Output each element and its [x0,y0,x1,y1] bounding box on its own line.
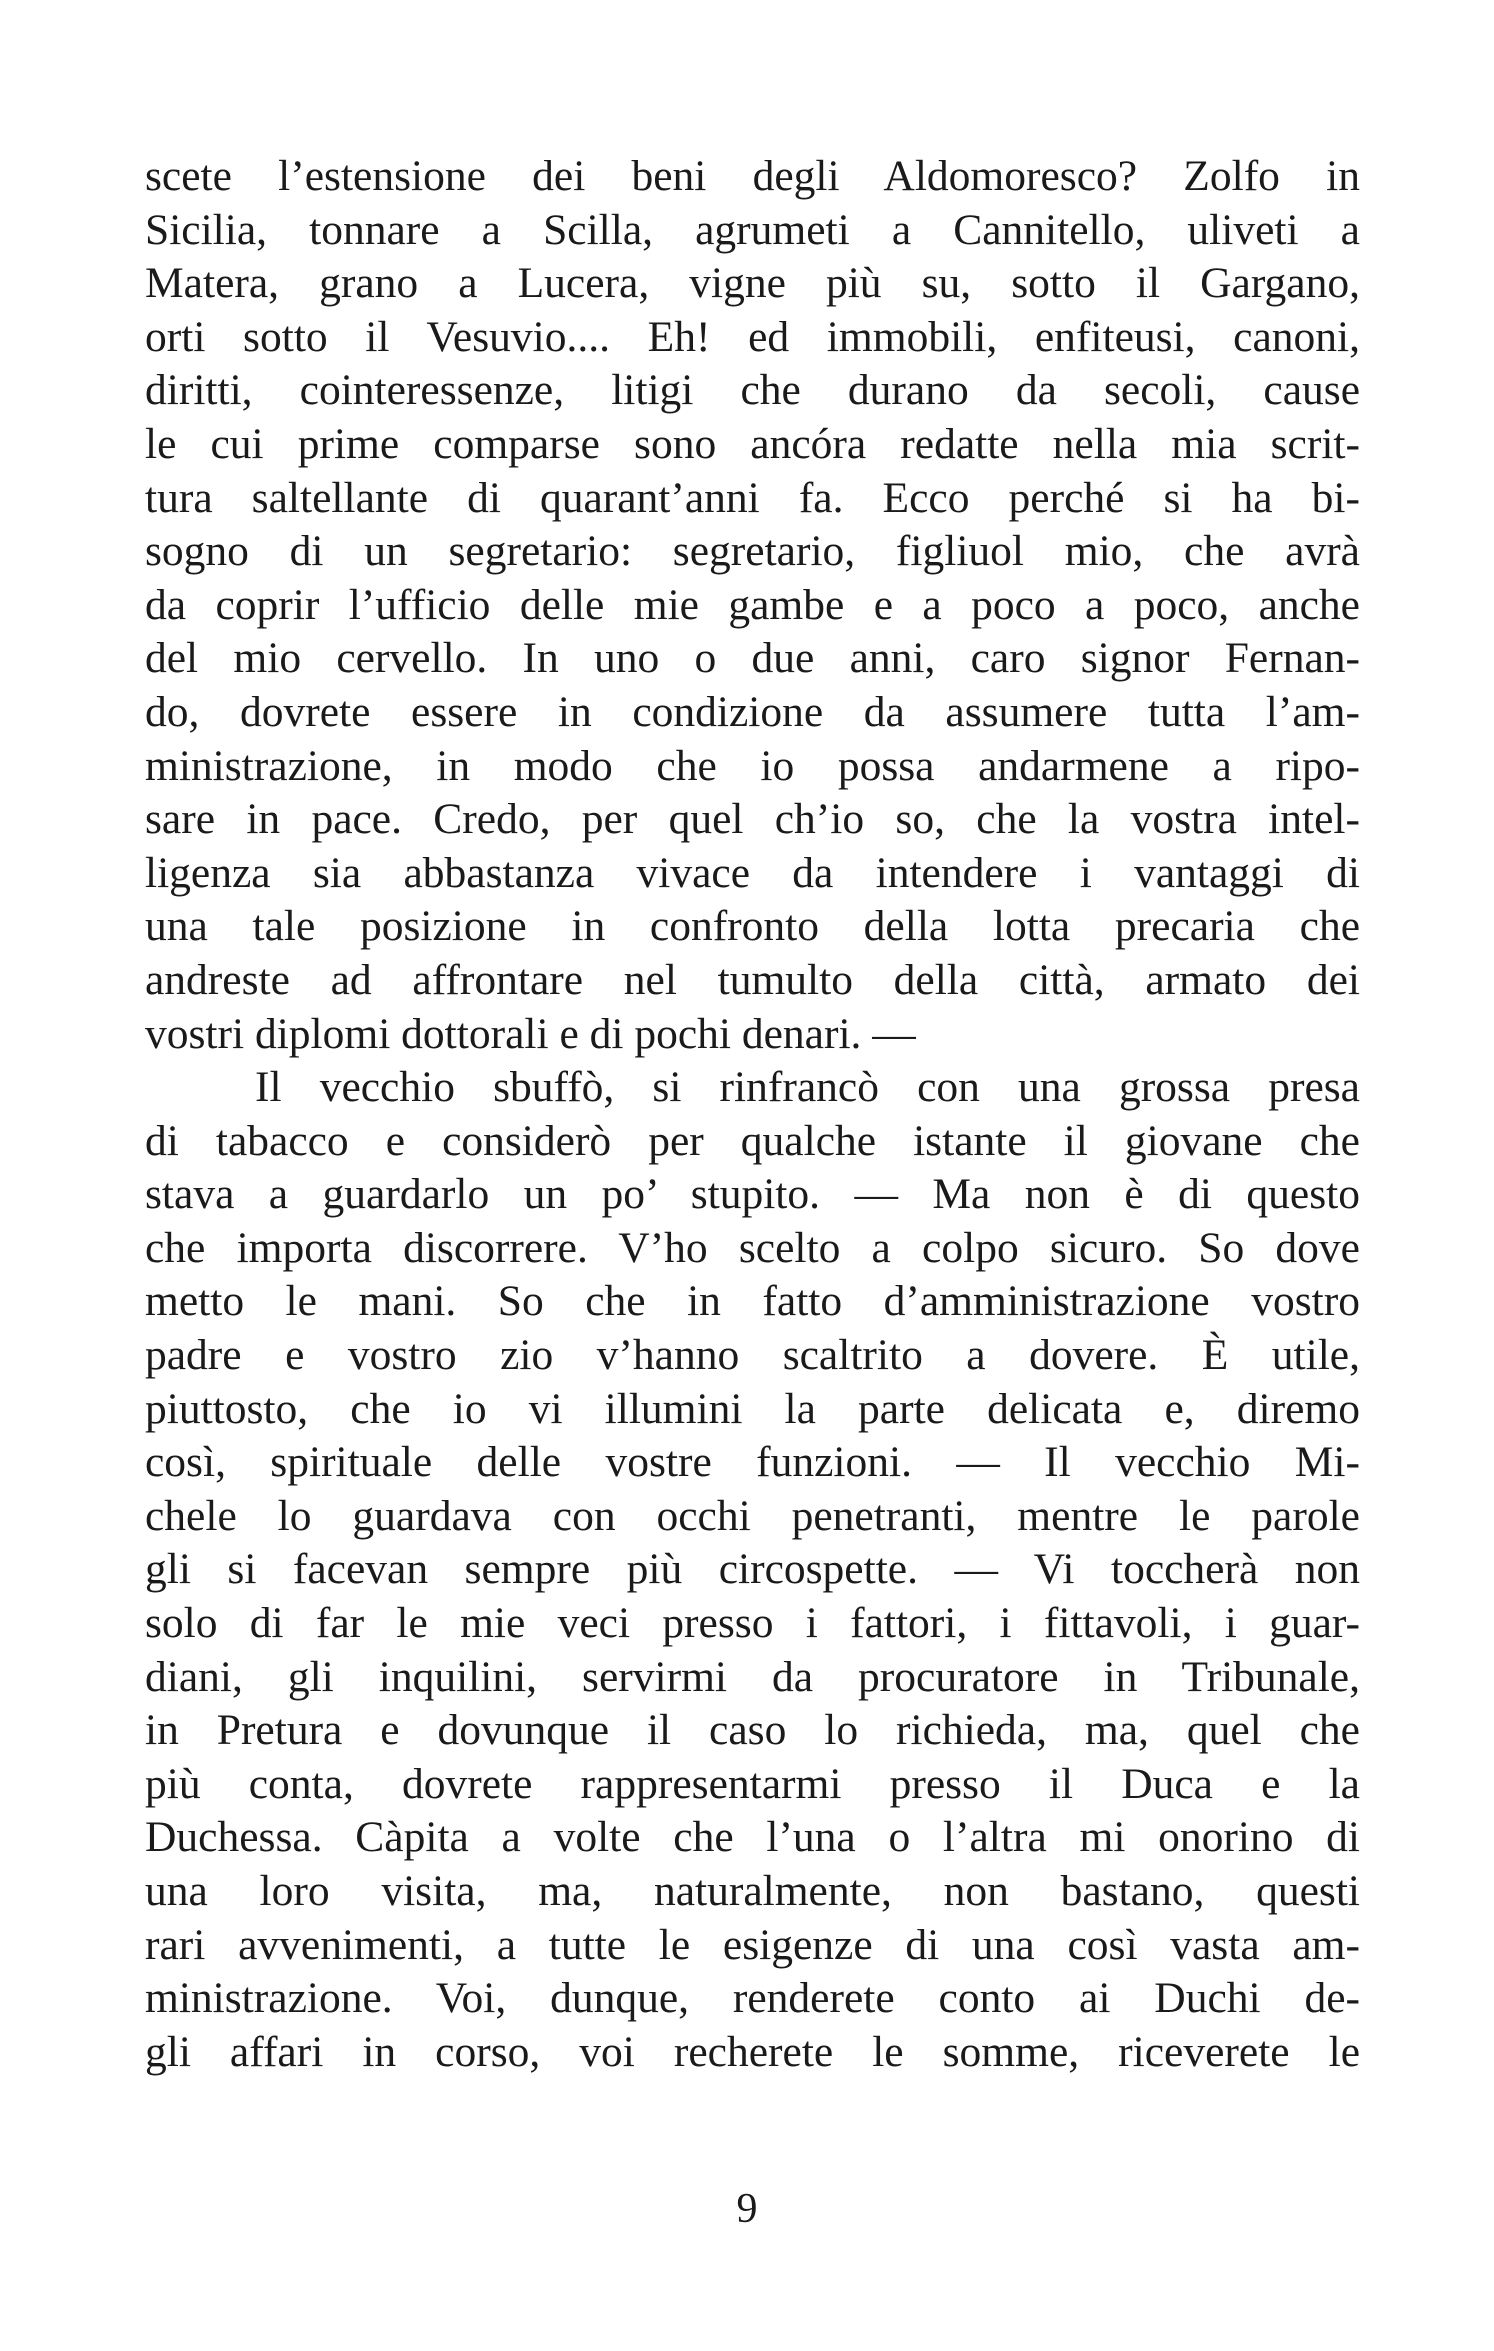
body-text [145,150,1360,2079]
text-line: rari avvenimenti, a tutte le esigenze di una così vasta am- [145,1920,1360,1969]
text-line: le cui prime comparse sono ancóra redatte nella mia scrit- [145,419,1360,468]
text-line: tura saltellante di quarant’anni fa. Ecco perché si ha bi- [145,473,1360,522]
text-line: così, spirituale delle vostre funzioni. — Il vecchio Mi- [145,1438,1360,1487]
text-line: di tabacco e considerò per qualche istante il giovane che [145,1116,1360,1165]
text-line: sogno di un segretario: segretario, figliuol mio, che avrà [145,527,1360,576]
text-line: ministrazione, in modo che io possa andarmene a ripo- [145,741,1360,790]
text-line: che importa discorrere. V’ho scelto a colpo sicuro. So dove [145,1223,1360,1272]
text-line: gli affari in corso, voi recherete le somme, riceverete le [145,2027,1360,2076]
text-line: Duchessa. Càpita a volte che l’una o l’altra mi onorino di [145,1813,1360,1862]
text-line: sare in pace. Credo, per quel ch’io so, che la vostra intel- [145,795,1360,844]
text-line: orti sotto il Vesuvio.... Eh! ed immobili, enfiteusi, canoni, [145,312,1360,361]
text-line: più conta, dovrete rappresentarmi presso il Duca e la [145,1759,1360,1808]
text-line: ligenza sia abbastanza vivace da intendere i vantaggi di [145,848,1360,897]
text-line: do, dovrete essere in condizione da assumere tutta l’am- [145,687,1360,736]
text-line: da coprir l’ufficio delle mie gambe e a poco a poco, anche [145,580,1360,629]
text-line: diritti, cointeressenze, litigi che durano da secoli, cause [145,366,1360,415]
text-line: Sicilia, tonnare a Scilla, agrumeti a Cannitello, uliveti a [145,205,1360,254]
text-line: andreste ad affrontare nel tumulto della città, armato dei [145,955,1360,1004]
text-line: solo di far le mie veci presso i fattori, i fittavoli, i guar- [145,1599,1360,1648]
page-number: 9 [736,2186,758,2232]
text-line: una loro visita, ma, naturalmente, non bastano, questi [145,1867,1360,1915]
text-line: del mio cervello. In uno o due anni, caro signor Fernan- [145,634,1360,683]
text-line: gli si facevan sempre più circospette. — Vi toccherà non [145,1545,1360,1594]
text-line: diani, gli inquilini, servirmi da procuratore in Tribunale, [145,1652,1360,1701]
text-line: una tale posizione in confronto della lotta precaria che [145,902,1360,951]
text-line: padre e vostro zio v’hanno scaltrito a dovere. È utile, [145,1331,1360,1380]
text-line: chele lo guardava con occhi penetranti, mentre le parole [145,1491,1360,1540]
text-line: Matera, grano a Lucera, vigne più su, sotto il Gargano, [145,259,1360,308]
text-line: ministrazione. Voi, dunque, renderete conto ai Duchi de- [145,1974,1360,2023]
text-line: piuttosto, che io vi illumini la parte delicata e, diremo [145,1384,1360,1433]
text-line: stava a guardarlo un po’ stupito. — Ma non è di questo [145,1170,1360,1219]
text-line: scete l’estensione dei beni degli Aldomoresco? Zolfo in [145,152,1360,200]
text-line: Il vecchio sbuffò, si rinfrancò con una grossa presa [255,1063,1360,1112]
text-line: vostri diplomi dottorali e di pochi denari. — [145,1009,916,1058]
text-line: metto le mani. So che in fatto d’amministrazione vostro [145,1277,1360,1326]
text-line: in Pretura e dovunque il caso lo richieda, ma, quel che [145,1706,1360,1755]
